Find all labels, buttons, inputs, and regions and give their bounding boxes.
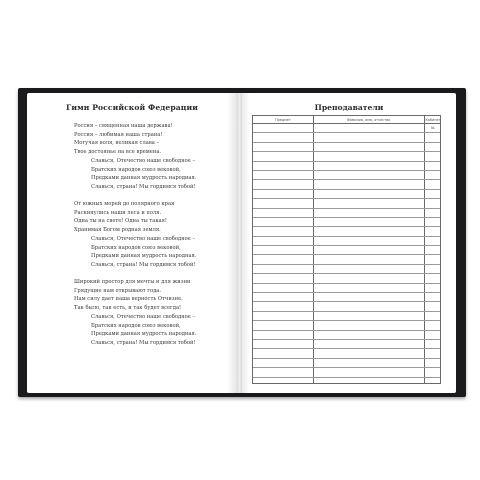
anthem-line: Предками данная мудрость народная. bbox=[91, 253, 197, 260]
anthem-line: Россия – священная наша держава! bbox=[74, 123, 173, 129]
table-row bbox=[253, 218, 440, 227]
table-row bbox=[253, 274, 440, 283]
table-row bbox=[253, 302, 440, 311]
left-page bbox=[27, 93, 237, 393]
anthem-verse bbox=[74, 278, 190, 312]
anthem-title: Гимн Российской Федерации bbox=[66, 103, 198, 112]
anthem-line: Братских народов союз вековой, bbox=[91, 166, 181, 173]
table-row bbox=[253, 255, 440, 264]
anthem-line: Хранимая Богом родная земля. bbox=[74, 226, 161, 233]
anthem-verse bbox=[74, 122, 173, 156]
anthem-line: Славься, Отечество наше свободное – bbox=[91, 158, 196, 164]
anthem-line: Братских народов союз вековой, bbox=[91, 244, 181, 251]
teachers-table bbox=[252, 115, 441, 384]
table-body bbox=[253, 124, 440, 387]
table-row bbox=[253, 180, 440, 189]
table-row bbox=[253, 143, 440, 152]
anthem-line: От южных морей до полярного края bbox=[74, 201, 175, 207]
table-row bbox=[253, 378, 440, 387]
column-header-room: Кабинет № bbox=[425, 118, 441, 130]
anthem-line: Нам силу дает наша верность Отчизне. bbox=[74, 296, 183, 303]
anthem-line: Широкий простор для мечты и для жизни bbox=[74, 279, 191, 285]
table-row bbox=[253, 312, 440, 321]
table-row bbox=[253, 190, 440, 199]
anthem-line: Славься, Отечество наше свободное – bbox=[91, 236, 196, 242]
anthem-line: Братских народов союз вековой, bbox=[91, 322, 181, 329]
anthem-chorus bbox=[91, 157, 196, 191]
table-row bbox=[253, 199, 440, 208]
table-row bbox=[253, 321, 440, 330]
anthem-line: Славься, Отечество наше свободное – bbox=[91, 314, 196, 320]
anthem-line: Славься, страна! Мы гордимся тобой! bbox=[91, 183, 196, 190]
anthem-line: Предками данная мудрость народная. bbox=[91, 175, 197, 182]
table-row bbox=[253, 162, 440, 171]
table-row bbox=[253, 227, 440, 236]
table-row bbox=[253, 124, 440, 133]
table-row bbox=[253, 331, 440, 340]
table-row bbox=[253, 237, 440, 246]
table-header bbox=[253, 116, 441, 130]
teachers-title: Преподаватели bbox=[314, 103, 384, 112]
anthem-verse bbox=[74, 200, 174, 234]
anthem-line: Россия – любимая наша страна! bbox=[74, 131, 163, 138]
anthem-line: Одна ты на свете! Одна ты такая! bbox=[74, 218, 168, 225]
anthem-chorus bbox=[91, 313, 196, 347]
anthem-line: Так было, так есть, и так будет всегда! bbox=[74, 304, 182, 311]
table-row bbox=[253, 152, 440, 161]
table-row bbox=[253, 340, 440, 349]
table-row bbox=[253, 171, 440, 180]
table-row bbox=[253, 359, 440, 368]
anthem-line: Предками данная мудрость народная. bbox=[91, 331, 197, 338]
right-page bbox=[242, 93, 456, 393]
anthem-chorus bbox=[91, 235, 196, 269]
column-header-subject: Предмет bbox=[275, 118, 291, 122]
table-row bbox=[253, 265, 440, 274]
table-row bbox=[253, 209, 440, 218]
table-row bbox=[253, 133, 440, 142]
table-row bbox=[253, 368, 440, 377]
anthem-line: Раскинулись наши леса и поля. bbox=[74, 209, 162, 216]
column-header-full-name: Фамилия, имя, отчество bbox=[346, 118, 391, 122]
anthem-line: Могучая воля, великая слава – bbox=[74, 140, 160, 147]
anthem-line: Грядущие нам открывают года. bbox=[74, 287, 162, 294]
table-row bbox=[253, 293, 440, 302]
table-row bbox=[253, 349, 440, 358]
table-row bbox=[253, 246, 440, 255]
anthem-line: Славься, страна! Мы гордимся тобой! bbox=[91, 339, 196, 346]
anthem-line: Твое достоянье на все времена. bbox=[74, 148, 162, 155]
table-row bbox=[253, 284, 440, 293]
anthem-line: Славься, страна! Мы гордимся тобой! bbox=[91, 261, 196, 268]
